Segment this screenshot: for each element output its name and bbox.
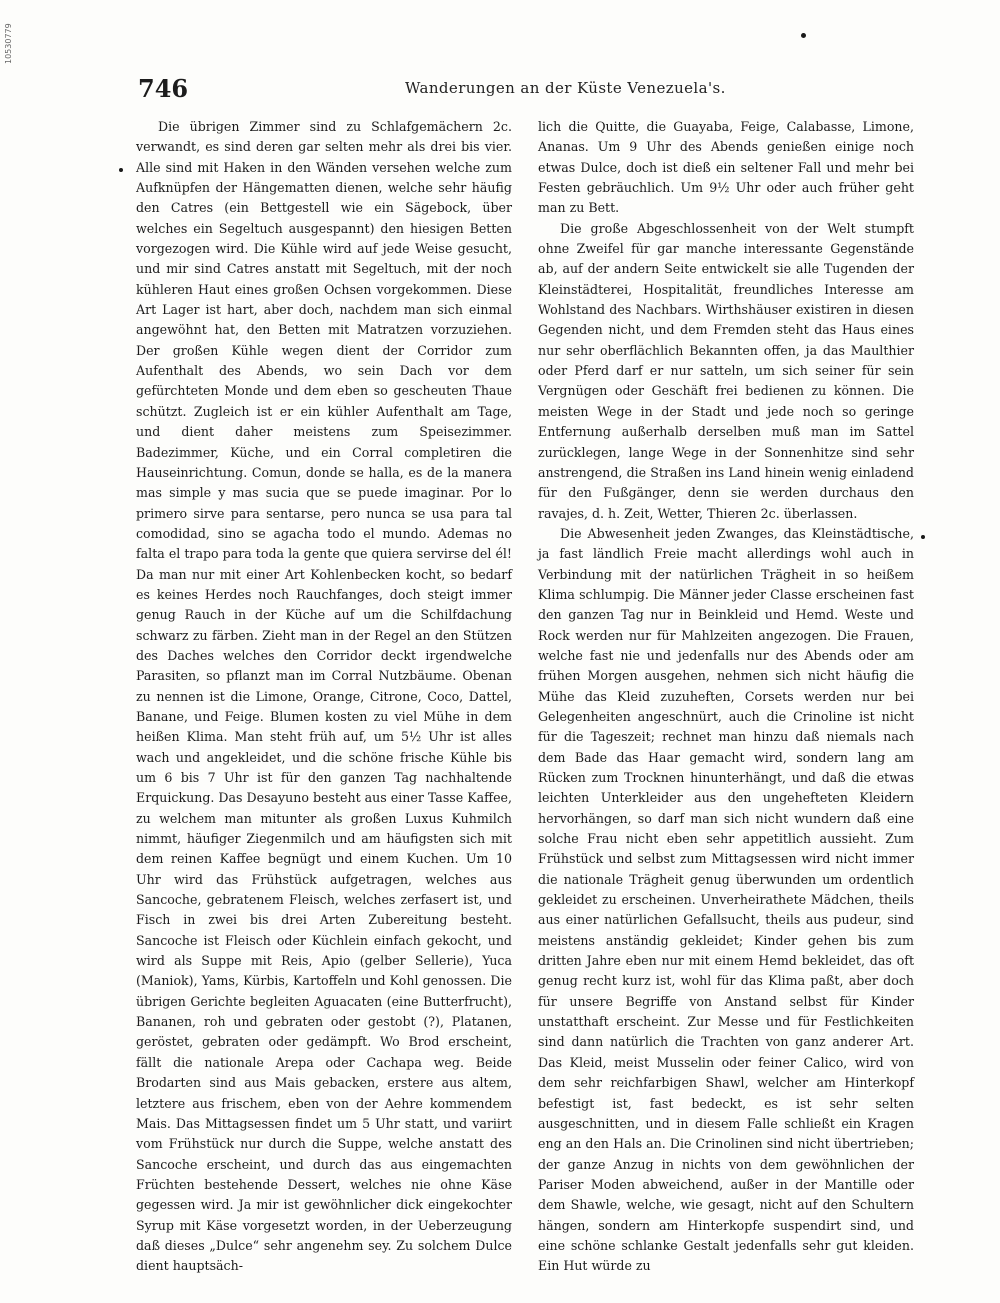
page-number: 746 — [138, 74, 189, 103]
paragraph: lich die Quitte, die Guayaba, Feige, Calabasse, Limone, Ananas. Um 9 Uhr des Abends genießen einige noch etwas Dulce, doch ist dieß ein seltener Fall und mehr bei Festen gebräuchlich. Um 9½ Uhr oder auch früher geht man zu Bett. — [538, 119, 914, 216]
paragraph: Die große Abgeschlossenheit von der Welt stumpft ohne Zweifel für gar manche interessante Gegenstände ab, auf der andern Seite entwickelt sie alle Tugenden der Kleinstädterei, Hospitalität, freundliches Interesse am Wohlstand des Nachbars. Wirthshäuser existiren in diesen Gegenden nicht, und dem Fremden steht das Haus eines nur sehr oberflächlich Bekannten offen, ja das Maulthier oder Pferd darf er nur satteln, um sich seiner für sein Vergnügen oder Geschäft frei bedienen zu können. Die meisten Wege in der Stadt und jede noch so geringe Entfernung außerhalb derselben muß man im Sattel zurücklegen, lange Wege in der Sonnenhitze sind sehr anstrengend, die Straßen ins Land hinein wenig einladend für den Fußgänger, denn sie werden durchaus den ravajes, d. h. Zeit, Wetter, Thieren 2c. überlassen. — [538, 220, 914, 521]
scan-id: 10530779 — [4, 23, 13, 64]
paragraph: Die Abwesenheit jeden Zwanges, das Kleinstädtische, ja fast ländlich Freie macht allerdings wohl auch in Verbindung mit der natürlichen Trägheit in so heißem Klima schlumpig. Die Männer jeder Classe erscheinen fast den ganzen Tag nur in Beinkleid und Hemd. Weste und Rock werden nur für Mahlzeiten angezogen. Die Frauen, welche fast nie und jedenfalls nur des Abends oder am frühen Morgen ausgehen, nehmen sich nicht häufig die Mühe das Kleid zuzuheften, Corsets werden nur bei Gelegenheiten angeschnürt, auch die Crinoline ist nicht für die Tageszeit; rechnet man hinzu daß niemals nach dem Bade das Haar gemacht wird, sondern lang am Rücken zum Trocknen hinunterhängt, und daß die etwas leichten Unterkleider aus den ungehefteten Kleidern hervorhängen, so darf man sich nicht wundern daß eine solche Frau nicht eben sehr appetitlich aussieht. Zum Frühstück und selbst zum Mittagsessen wird nicht immer die nationale Trägheit genug überwunden um ordentlich gekleidet zu erscheinen. Unverheirathete Mädchen, theils aus einer natürlichen Gefallsucht, theils aus pudeur, sind meistens anständig gekleidet; Kinder gehen bis zum dritten Jahre eben nur mit einem Hemd bekleidet, das oft genug recht kurz ist, wohl für das Klima paßt, aber doch für unsere Begriffe von Anstand selbst für Kinder unstatthaft erscheint. Zur Messe und für Festlichkeiten sind dann natürlich die Trachten von ganz anderer Art. Das Kleid, meist Musselin oder feiner Calico, wird von dem sehr reichfarbigen Shawl, welcher am Hinterkopf befestigt ist, fast bedeckt, es ist sehr selten ausgeschnitten, und in diesem Falle schließt ein Kragen eng an den Hals an. Die Crinolinen sind nicht übertrieben; der ganze Anzug in nichts von dem gewöhnlichen der Pariser Moden abweichend, außer in der Mantille oder dem Shawle, welche, wie gesagt, nicht auf den Schultern hängen, sondern am Hinterkopfe suspendirt sind, und eine schöne schlanke Gestalt jedenfalls sehr gut kleiden. Ein Hut würde zu — [538, 525, 914, 1274]
left-column — [136, 117, 512, 1277]
ink-dot — [801, 33, 806, 38]
right-column — [538, 117, 914, 1277]
column-gutter — [521, 118, 522, 1218]
page-header — [135, 74, 911, 114]
paragraph: Die übrigen Zimmer sind zu Schlafgemächern 2c. verwandt, es sind deren gar selten mehr als drei bis vier. Alle sind mit Haken in den Wänden versehen welche zum Aufknüpfen der Hängematten dienen, welche sehr häufig den Catres (ein Bettgestell wie ein Sägebock, über welches ein Segeltuch ausgespannt) den hiesigen Betten vorgezogen wird. Die Kühle wird auf jede Weise gesucht, und mir sind Catres anstatt mit Segeltuch, mit der noch kühleren Haut eines großen Ochsen vorgekommen. Diese Art Lager ist hart, aber doch, nachdem man sich einmal angewöhnt hat, den Betten mit Matratzen vorzuziehen. Der großen Kühle wegen dient der Corridor zum Aufenthalt des Abends, wo sein Dach vor dem gefürchteten Monde und dem eben so gescheuten Thaue schützt. Zugleich ist er ein kühler Aufenthalt am Tage, und dient daher meistens zum Speisezimmer. Badezimmer, Küche, und ein Corral completiren die Hauseinrichtung. Comun, donde se halla, es de la manera mas simple y mas sucia que se puede imaginar. Por lo primero sirve para sentarse, pero nunca se usa para tal comodidad, sino se agacha todo el mundo. Ademas no falta el trapo para toda la gente que quiera servirse del él! Da man nur mit einer Art Kohlenbecken kocht, so bedarf es keines Herdes noch Rauchfanges, doch steigt immer genug Rauch in der Küche auf um die Schilfdachung schwarz zu färben. Zieht man in der Regel an den Stützen des Daches welches den Corridor deckt irgendwelche Parasiten, so pflanzt man im Corral Nutzbäume. Obenan zu nennen ist die Limone, Orange, Citrone, Coco, Dattel, Banane, und Feige. Blumen kosten zu viel Mühe in dem heißen Klima. Man steht früh auf, um 5½ Uhr ist alles wach und angekleidet, und die schöne frische Kühle bis um 6 bis 7 Uhr ist für den ganzen Tag nachhaltende Erquickung. Das Desayuno besteht aus einer Tasse Kaffee, zu welchem man mitunter als großen Luxus Kuhmilch nimmt, häufiger Ziegenmilch und am häufigsten sich mit dem reinen Kaffee begnügt und einem Kuchen. Um 10 Uhr wird das Frühstück aufgetragen, welches aus Sancoche, gebratenem Fleisch, welches zerfasert ist, und Fisch in zwei bis drei Arten Zubereitung besteht. Sancoche ist Fleisch oder Küchlein einfach gekocht, und wird als Suppe mit Reis, Apio (gelber Sellerie), Yuca (Maniok), Yams, Kürbis, Kartoffeln und Kohl genossen. Die übrigen Gerichte begleiten Aguacaten (eine Butterfrucht), Bananen, roh und gebraten oder gestobt (?), Platanen, geröstet, gebraten oder gedämpft. Wo Brod erscheint, fällt die nationale Arepa oder Cachapa weg. Beide Brodarten sind aus Mais gebacken, erstere aus altem, letztere aus frischem, eben von der Aehre kommendem Mais. Das Mittagsessen findet um 5 Uhr statt, und variirt vom Frühstück nur durch die Suppe, welche anstatt des Sancoche erscheint, und durch das aus eingemachten Früchten bestehende Dessert, welches nie ohne Käse gegessen wird. Ja mir ist gewöhnlicher dick eingekochter Syrup mit Käse vorgesetzt worden, in der Ueberzeugung daß dieses „Dulce“ sehr angenehm sey. Zu solchem Dulce dient hauptsäch- — [136, 119, 512, 1274]
running-head: Wanderungen an der Küste Venezuela's. — [405, 79, 726, 97]
ink-dot — [119, 168, 123, 172]
ink-dot — [921, 535, 925, 539]
